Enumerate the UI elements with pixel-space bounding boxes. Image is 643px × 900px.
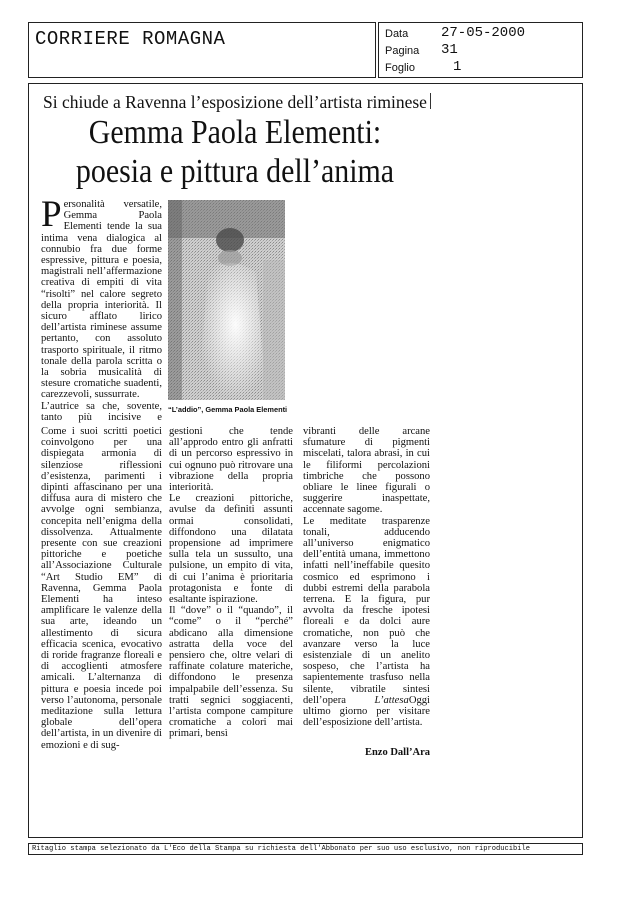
- column-2-paragraph-1: gestioni che tende all’approdo entro gli anfratti di un percorso espressivo in cui ognuno può ritrovare una vibrazione della propria interiorità.: [169, 426, 293, 494]
- column-3-paragraph-1: vibranti delle arcane sfumature di pigmenti miscelati, talora abrasi, in cui le filiformi percolazioni timbriche che possono obliare le linee figurali o suggerire inaspettate, accennate sagome.: [303, 426, 430, 516]
- sheet-value: 1: [453, 59, 462, 75]
- article-title-line1: Gemma Paola Elementi:: [88, 114, 382, 151]
- column-3-paragraph-2: [303, 516, 430, 729]
- date-label: Data: [385, 28, 409, 40]
- footer-notice: Ritaglio stampa selezionato da L'Eco della Stampa su richiesta dell'Abbonato per suo uso esclusivo, non riproducibile: [32, 845, 531, 853]
- column-2: [169, 426, 293, 784]
- column-1-lower: [41, 426, 162, 784]
- artwork-title: L’attesa: [374, 694, 409, 706]
- column-3-paragraph-2-text: Le meditate trasparenze tonali, adducendo all’universo enigmatico dell’entità umana, immettono infatti nell’ineffabile quesito cosmico ed esprimono i dubbi estremi della parabola terrena. E la figura, pur avvolta da fresche ipotesi floreali e da dolci aure cromatiche, non può che avanzare verso la luce esistenziale di un anelito sospeso, che l’artista ha sapientemente trasfuso nella silente, vibratile sintesi dell’opera: [303, 515, 430, 706]
- dropcap-letter: P: [41, 199, 62, 235]
- column-1-lower-text: Come i suoi scritti poetici coinvolgono per una dispiegata armonia di silenziose riflessioni d’esistenza, parimenti i dipinti affascinano per una diffusa aura di mistero che avvolge ogni sembianza, concepita nell’enigma della dissolvenza. Attualmente presente con sue creazioni pittoriche e poetiche all’Associazione Culturale “Art Studio EM” di Ravenna, Gemma Paola Elementi ha inteso amplificare le valenze della sua arte, ideando un allestimento di sicura efficacia scenica, evocativo di roride fragranze floreali e di accoglienti atmosfere amicali. L’alternanza di pittura e poesia incede poi verso l’autonoma, personale meditazione sulla lettura globale dell’opera dell’artista, in un divenire di emozioni e di sug-: [41, 426, 162, 751]
- page-label: Pagina: [385, 45, 420, 57]
- footer-notice-box: [28, 843, 583, 855]
- header-meta-box: [378, 22, 583, 78]
- date-value: 27-05-2000: [441, 25, 526, 41]
- article-kicker: Si chiude a Ravenna l’esposizione dell’artista riminese: [43, 92, 427, 112]
- article-title-line2: poesia e pittura dell’anima: [75, 153, 395, 190]
- publication-name: CORRIERE ROMAGNA: [35, 28, 226, 50]
- column-3: [303, 426, 430, 742]
- column-1-paragraph-2: L’autrice sa che, sovente, tanto più incisive e: [41, 400, 162, 423]
- column-1-intro: ersonalità versatile, Gemma Paola Elementi tende la sua intima vena dialogica al connubio fra due forme espressive, pittura e poesia, magistrali nell’affermazione creativa di empiti di vita “risolti” nel calore segreto della propria interiorità. Il sicuro afflato lirico dell’artista riminese assume pertanto, con assoluto trasporto spirituale, il ritmo tonale della parola scritta o la sobria musicalità di stesure cromatiche suadenti, carezzevoli, sussurrate.: [41, 199, 162, 401]
- column-1-upper: [41, 199, 162, 424]
- column-3-closing: Oggi ultimo giorno per visitare dell’esposizione dell’artista.: [303, 694, 430, 729]
- column-2-paragraph-3: Il “dove” o il “quando”, il “come” o il “perché” abdicano alla dimensione astratta della voce del pensiero che, oltre velari di raffinate colature materiche, diffondono le presenza impalpabile dell’essenza. Su tratti segnici soggiacenti, l’artista compone campiture cromatiche a colori mai primari, bensì: [169, 605, 293, 740]
- sheet-label: Foglio: [385, 62, 415, 74]
- page-value: 31: [441, 42, 458, 58]
- image-caption: “L’addio”, Gemma Paola Elementi: [168, 405, 288, 414]
- artwork-image: [168, 200, 285, 400]
- artwork-photo: [168, 200, 285, 400]
- header-publication-box: [28, 22, 376, 78]
- article-author: Enzo Dall’Ara: [364, 747, 430, 758]
- divider-mark: [430, 93, 431, 109]
- column-2-paragraph-2: Le creazioni pittoriche, avulse da definiti assunti ormai consolidati, diffondono una dilatata propensione ad imprimere sulla tela un sussulto, una pulsione, un empito di vita, di cui l’anima è prioritaria protagonista e fonte di esaltante ispirazione.: [169, 493, 293, 606]
